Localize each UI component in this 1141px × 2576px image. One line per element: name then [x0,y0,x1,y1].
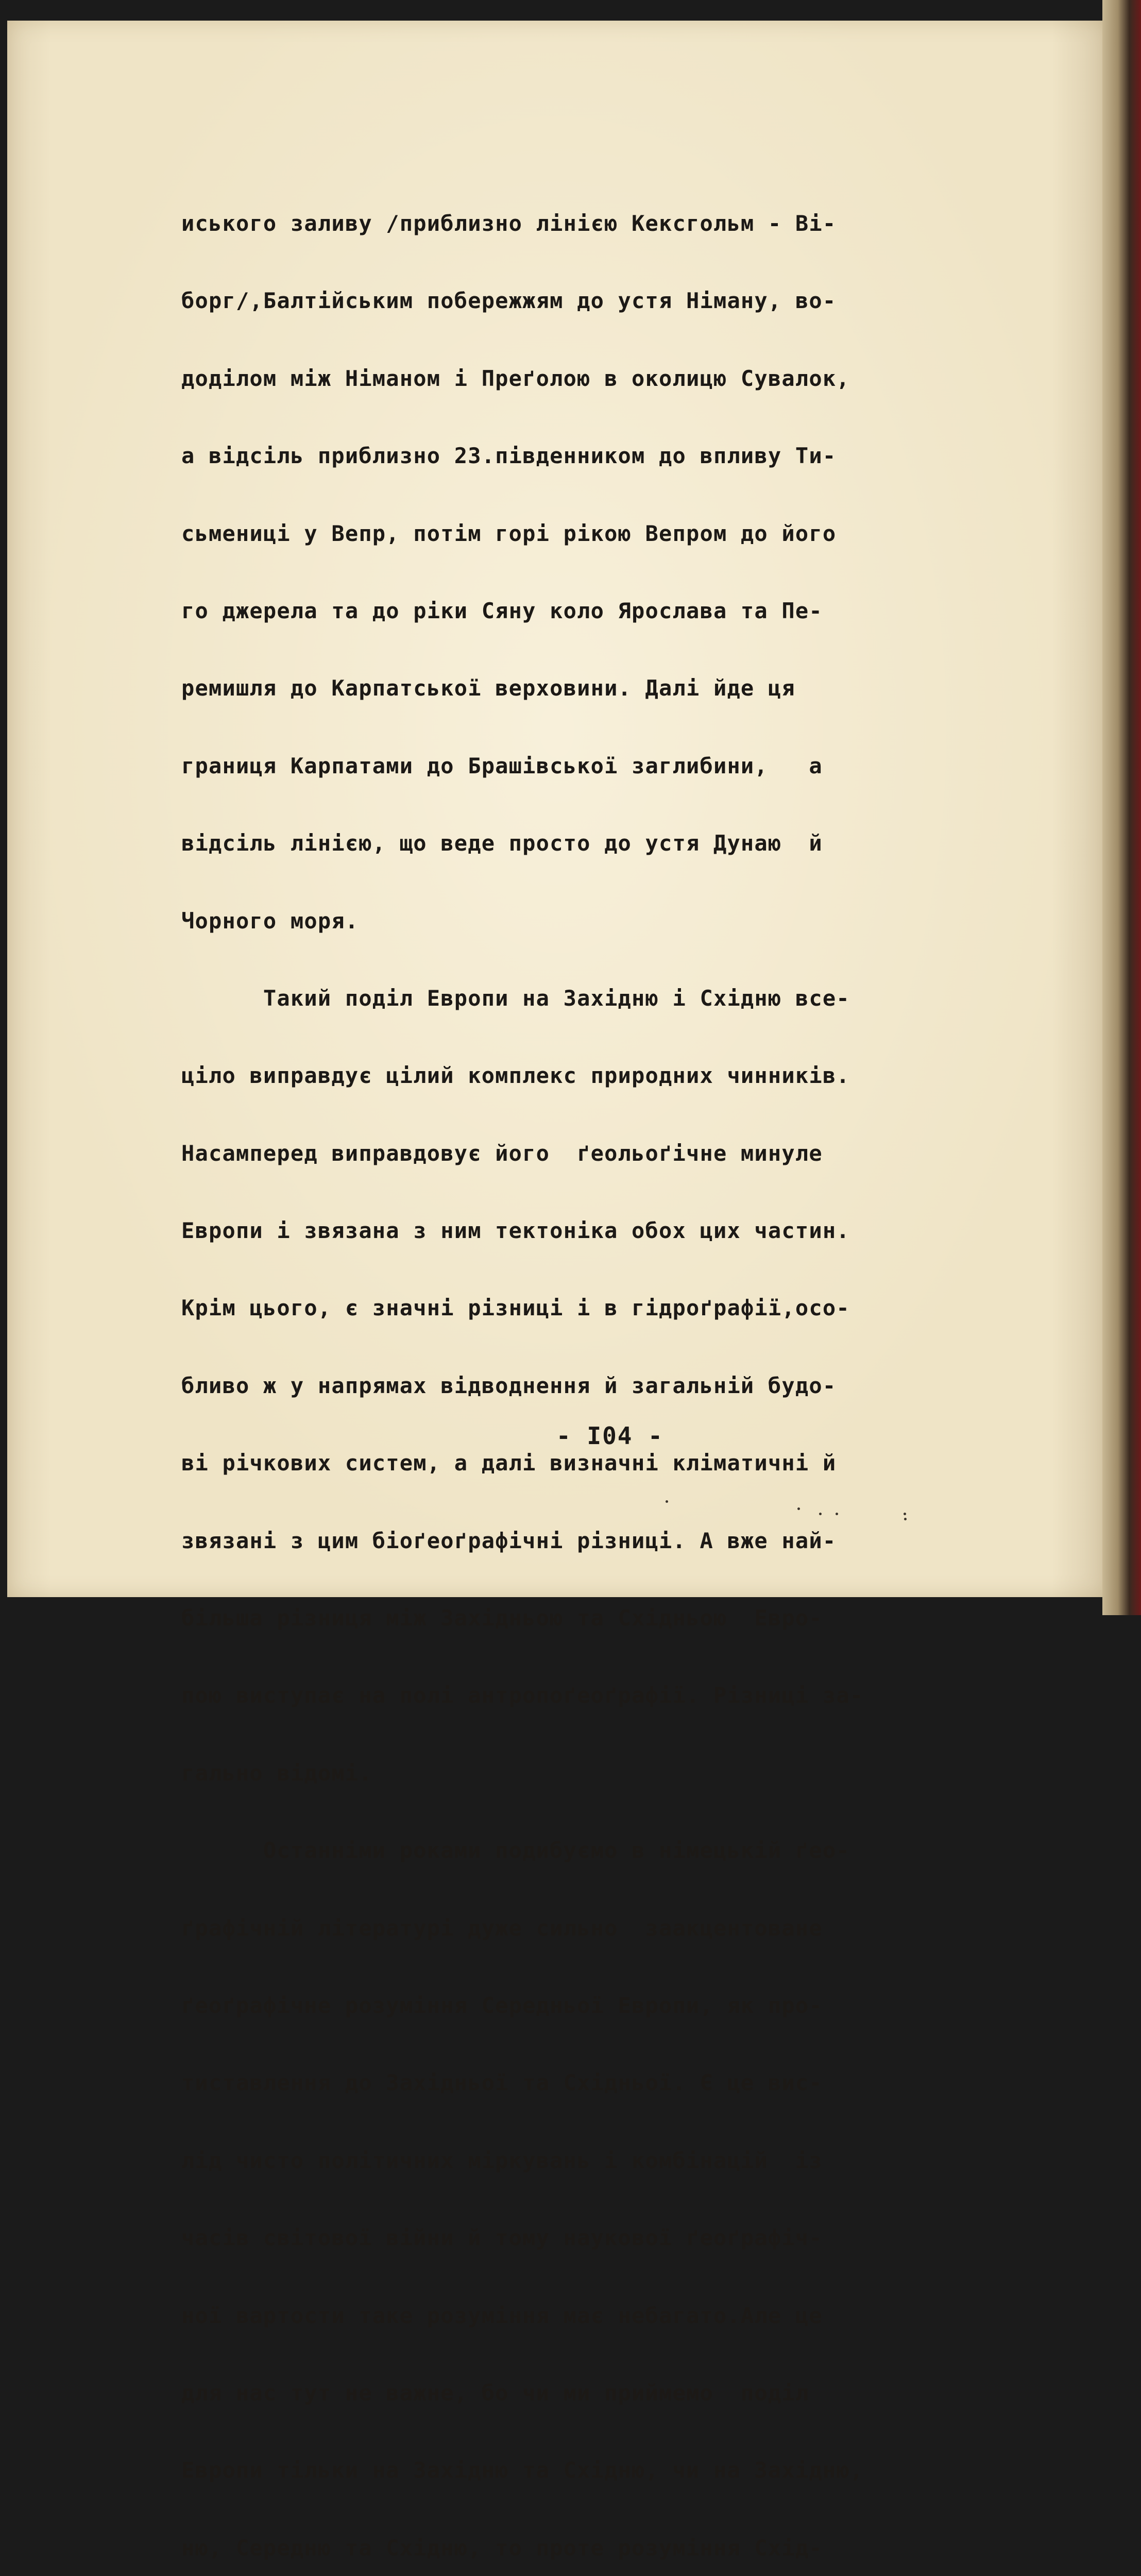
text-line-1: иського заливу /приблизно лінією Кексгольм - Ві- [181,211,837,236]
text-line-18: звязані з цим біоґеоґрафічні різниці. А вже най- [181,1528,837,1553]
book-binding-edge [1102,0,1141,1615]
text-line-28: ної вартости таке розуміння має небагато.Але це [181,2302,823,2328]
text-line-14: Европи і звязана з ним тектоніка обох цих частин. [181,1218,850,1244]
paper-speck [904,1513,906,1515]
text-line-13: Насамперед виправдовує його ґеольоґічне минуле [181,1140,823,1166]
paper-speck [904,1518,907,1520]
paper-speck [819,1513,822,1515]
text-line-2: борг/,Балтійським побережжям до устя Німану, во- [181,288,837,314]
text-line-7: ремишля до Карпатської верховини. Далі йде ця [181,675,795,701]
text-line-10: Чорного моря. [181,908,359,934]
text-line-4: а відсіль приблизно 23.південником до впливу Ти- [181,443,837,469]
text-line-12: ціло виправдує цілий комплекс природних чинників. [181,1063,850,1089]
text-line-17: ві річкових систем, а далі визначні кліматичні й [181,1450,837,1476]
text-line-15: Крім цього, є значні різниці і в гідроґрафії,осо- [181,1295,850,1321]
body-text [181,160,1026,2576]
paper-speck [797,1507,800,1510]
text-line-11: Такий поділ Европи на Західню і Східню все- [181,985,850,1011]
text-line-24: ґеоґрафічне розуміння Середньої Европи, як про- [181,1992,823,2018]
text-line-26: лід чисто політичних міркувань і комбінацій із [181,2147,823,2173]
text-line-6: го джерела та до ріки Сяну коло Ярослава та Пе- [181,598,823,623]
text-line-30: Европи тільки на Західню та Східню, чи на Західню, [181,2458,864,2483]
text-line-31: ню, Середню та Східню, то проте розуміння Схід- [181,2535,823,2561]
text-line-16: бливо ж у напрямах відводнення й загальній будо- [181,1372,837,1398]
text-line-25: тиставлення до Західньої та Східньої. Є це вис- [181,2070,823,2096]
text-line-8: границя Карпатами до Брашівської заглибини, а [181,753,823,778]
text-line-19: більша різниця між Західньою та Східньою Евро- [181,1605,823,1631]
text-line-29: для нас тут не важне, бо чи ми приймемо поділ [181,2380,809,2405]
text-line-21: гально відомі. [181,1760,372,1786]
text-line-27: часів світової війни й тому наукової ґеоґрафіч- [181,2225,823,2251]
text-line-5: сьмениці у Вепр, потім горі рікою Вепром до його [181,520,837,546]
text-line-22: Останніми роками подибуємо в німецькій ґео- [181,1838,850,1863]
page-number: - I04 - [556,1422,663,1450]
text-line-3: доділом між Німаном і Преґолою в околицю Сувалок, [181,365,850,391]
paper-speck [836,1513,838,1515]
text-line-23: ґрафічній літературі дуже сильно заакцентоване [181,1915,823,1941]
paper-speck [666,1500,668,1503]
text-line-20: пою виступає на полі антропоґеоґрафії. Різниці за- [181,1683,864,1708]
text-line-9: відсіль лінією, що веде просто до устя Дунаю й [181,831,823,856]
